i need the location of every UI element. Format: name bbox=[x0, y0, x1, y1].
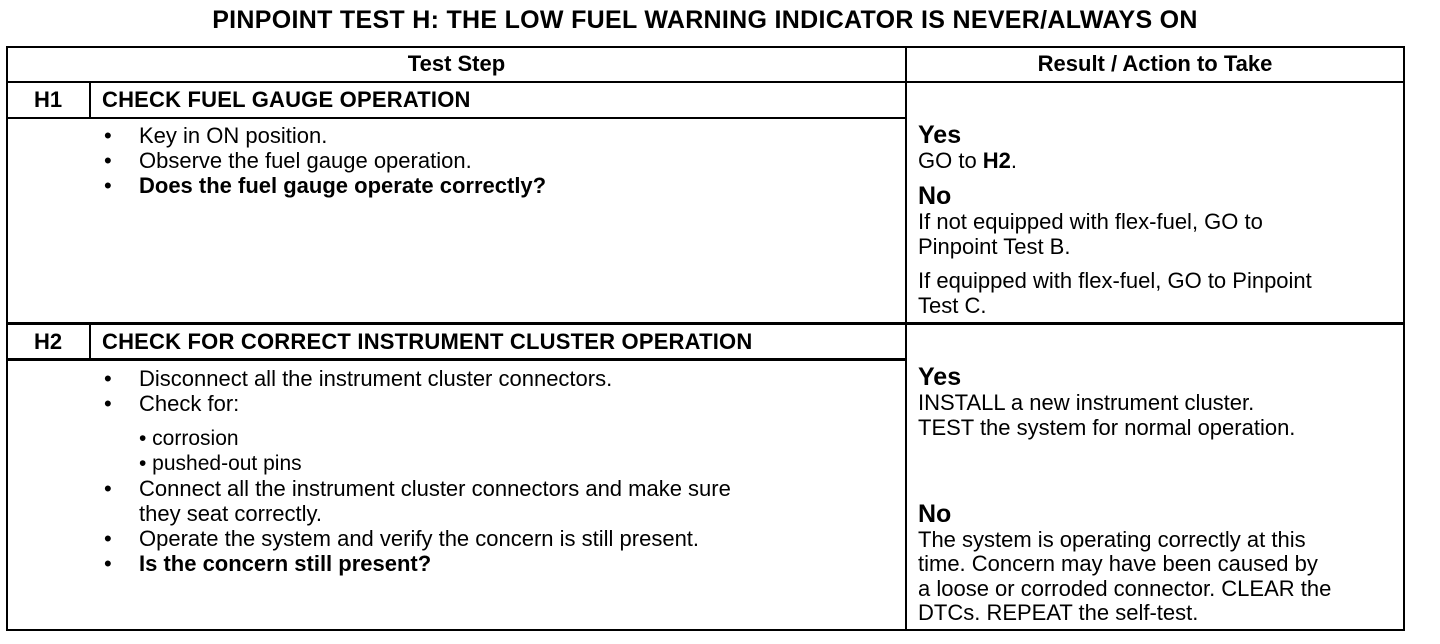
h2-bullet-1: Disconnect all the instrument cluster connectors. bbox=[139, 366, 613, 391]
h2-yes-action-line-1: INSTALL a new instrument cluster. bbox=[918, 390, 1255, 415]
h1-bullet-3-question: Does the fuel gauge operate correctly? bbox=[139, 173, 547, 198]
h2-step-id: H2 bbox=[33, 329, 63, 354]
page-title: PINPOINT TEST H: THE LOW FUEL WARNING INDICATOR IS NEVER/ALWAYS ON bbox=[212, 6, 1198, 34]
test-step-header: Test Step bbox=[407, 51, 506, 76]
h2-bullet-3-line-2: they seat correctly. bbox=[139, 501, 322, 526]
h2-yes-label: Yes bbox=[918, 363, 962, 391]
row-divider bbox=[6, 322, 1405, 325]
h2-bullet-4: Operate the system and verify the concern is still present. bbox=[139, 526, 700, 551]
h1-no-label: No bbox=[918, 182, 952, 210]
h1-yes-action: GO to H2. bbox=[918, 148, 1018, 173]
bullet-icon: • bbox=[104, 551, 112, 576]
h2-sub-bullet-1: • corrosion bbox=[139, 427, 239, 450]
h2-bullet-2: Check for: bbox=[139, 391, 240, 416]
h2-bullet-3-line-1: Connect all the instrument cluster connectors and make sure bbox=[139, 476, 731, 501]
h2-no-action-line-1: The system is operating correctly at this bbox=[918, 527, 1306, 552]
h1-no-action-1-line-1: If not equipped with flex-fuel, GO to bbox=[918, 209, 1263, 234]
h2-sub-bullet-2: • pushed-out pins bbox=[139, 452, 302, 475]
h2-title-divider bbox=[6, 358, 906, 361]
h1-step-id: H1 bbox=[33, 87, 63, 112]
bullet-icon: • bbox=[104, 366, 112, 391]
bullet-icon: • bbox=[104, 391, 112, 416]
bullet-icon: • bbox=[104, 148, 112, 173]
bullet-icon: • bbox=[104, 476, 112, 501]
h1-yes-label: Yes bbox=[918, 121, 962, 149]
h2-no-label: No bbox=[918, 500, 952, 528]
h2-step-title: CHECK FOR CORRECT INSTRUMENT CLUSTER OPERATION bbox=[102, 329, 753, 354]
column-divider bbox=[905, 46, 907, 631]
bullet-icon: • bbox=[104, 173, 112, 198]
header-divider bbox=[6, 81, 1405, 83]
bullet-icon: • bbox=[104, 526, 112, 551]
h2-yes-action-line-2: TEST the system for normal operation. bbox=[918, 415, 1296, 440]
result-header: Result / Action to Take bbox=[1037, 51, 1273, 76]
h1-bullet-2: Observe the fuel gauge operation. bbox=[139, 148, 472, 173]
h1-title-divider bbox=[6, 117, 906, 119]
h2-bullet-5-question: Is the concern still present? bbox=[139, 551, 432, 576]
h1-no-action-1-line-2: Pinpoint Test B. bbox=[918, 234, 1071, 259]
bullet-icon: • bbox=[104, 123, 112, 148]
h1-bullet-1: Key in ON position. bbox=[139, 123, 328, 148]
h2-no-action-line-2: time. Concern may have been caused by bbox=[918, 551, 1318, 576]
h1-no-action-2-line-2: Test C. bbox=[918, 293, 987, 318]
h1-step-title: CHECK FUEL GAUGE OPERATION bbox=[102, 87, 471, 112]
h2-no-action-line-3: a loose or corroded connector. CLEAR the bbox=[918, 576, 1332, 601]
h2-no-action-line-4: DTCs. REPEAT the self-test. bbox=[918, 600, 1199, 625]
h1-no-action-2-line-1: If equipped with flex-fuel, GO to Pinpoint bbox=[918, 268, 1312, 293]
